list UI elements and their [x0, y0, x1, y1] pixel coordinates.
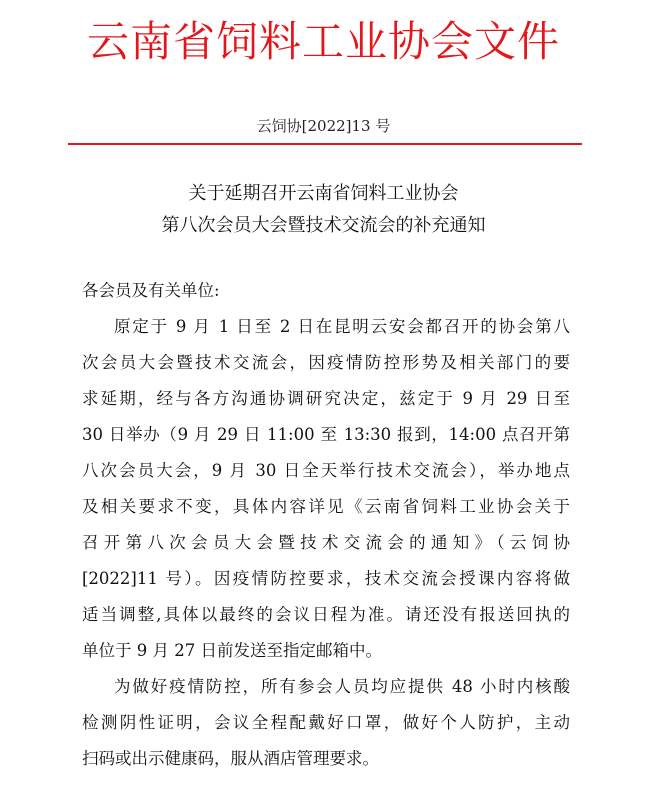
document-number: 云饲协[2022]13 号 — [256, 117, 391, 135]
paragraph-1-line-1: 原定于 9 月 1 日至 2 日在昆明云安会都召开的协会第八 — [114, 317, 570, 336]
paragraph-1-line-10: 单位于 9 月 27 日前发送至指定邮箱中。 — [82, 641, 382, 660]
paragraph-1-line-9: 适当调整,具体以最终的会议日程为准。请还没有报送回执的 — [82, 605, 570, 624]
paragraph-1-line-3: 求延期，经与各方沟通协调研究决定，兹定于 9 月 29 日至 — [82, 389, 570, 408]
document-header-title: 云南省饲料工业协会文件 — [86, 17, 560, 66]
red-divider-line — [68, 143, 582, 145]
paragraph-2-line-1: 为做好疫情防控，所有参会人员均应提供 48 小时内核酸 — [114, 677, 570, 696]
paragraph-1-line-8: [2022]11 号）。因疫情防控要求，技术交流会授课内容将做 — [82, 569, 570, 588]
paragraph-1-line-6: 及相关要求不变，具体内容详见《云南省饲料工业协会关于 — [82, 497, 570, 516]
paragraph-1-line-4: 30 日举办（9 月 29 日 11:00 至 13:30 报到，14:00 点召开第 — [82, 425, 570, 444]
notice-title-line-1: 关于延期召开云南省饲料工业协会 — [188, 183, 459, 204]
paragraph-2-line-3: 扫码或出示健康码，服从酒店管理要求。 — [82, 749, 379, 768]
notice-title-line-2: 第八次会员大会暨技术交流会的补充通知 — [161, 215, 486, 236]
salutation: 各会员及有关单位: — [82, 281, 220, 300]
paragraph-1-line-7: 召开第八次会员大会暨技术交流会的通知》（云饲协 — [82, 533, 570, 552]
paragraph-1-line-5: 八次会员大会，9 月 30 日全天举行技术交流会），举办地点 — [82, 461, 570, 480]
paragraph-1-line-2: 次会员大会暨技术交流会，因疫情防控形势及相关部门的要 — [82, 353, 570, 372]
paragraph-2-line-2: 检测阴性证明，会议全程配戴好口罩，做好个人防护，主动 — [82, 713, 570, 732]
